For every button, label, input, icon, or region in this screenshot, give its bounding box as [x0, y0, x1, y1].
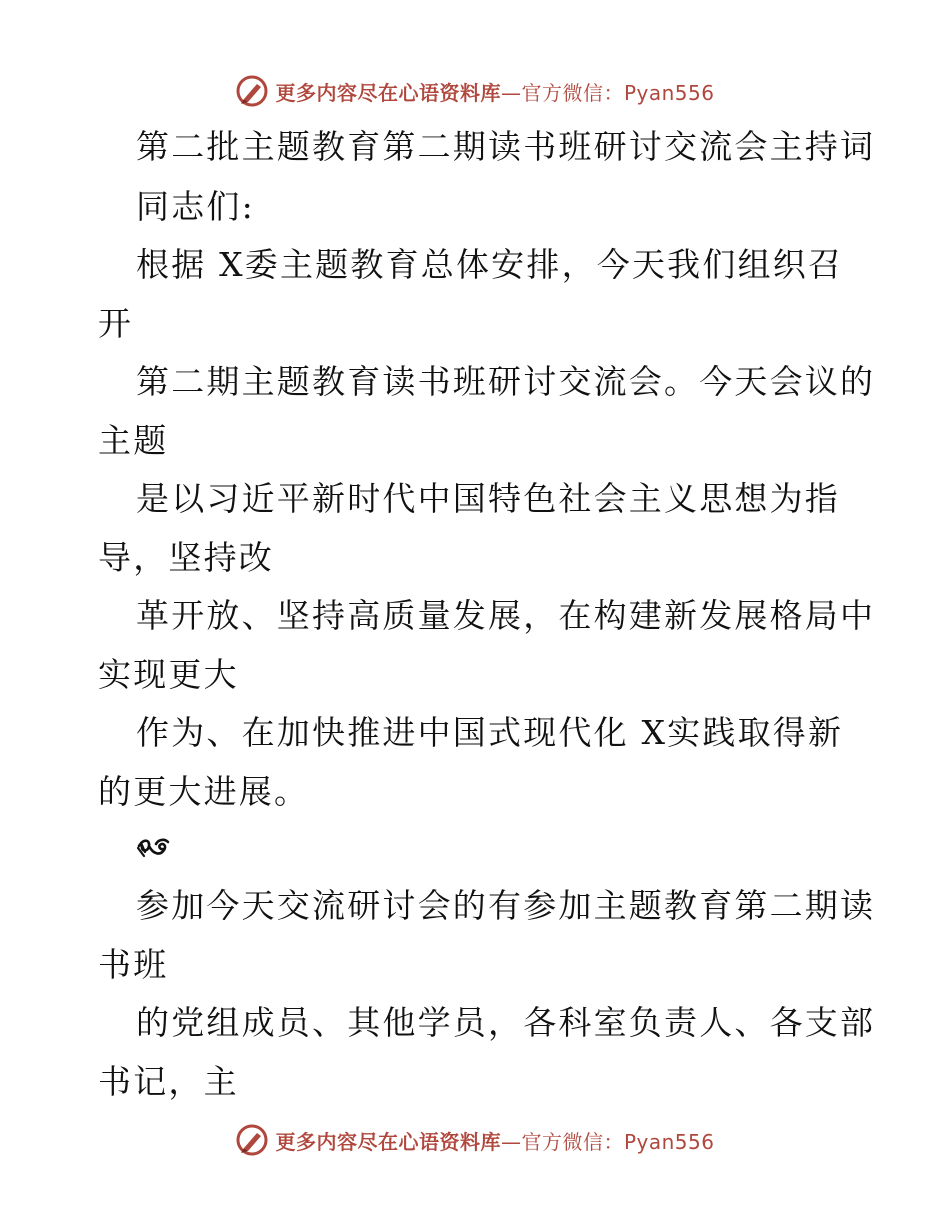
- paragraph-line: 书记，主: [98, 1062, 239, 1101]
- document-title: 第二批主题教育第二期读书班研讨交流会主持词: [136, 127, 876, 166]
- salutation: 同志们:: [136, 187, 255, 226]
- paragraph-line: 实现更大: [98, 655, 239, 694]
- watermark-text: 更多内容尽在心语资料库—官方微信：Pyan556: [275, 1129, 715, 1154]
- pen-logo-icon: [235, 1123, 269, 1157]
- paragraph-line: 革开放、坚持高质量发展，在构建新发展格局中: [136, 596, 876, 635]
- ornament-flourish-icon: [136, 834, 172, 864]
- paragraph-line: 是以习近平新时代中国特色社会主义思想为指: [136, 479, 840, 518]
- paragraph-line: 书班: [98, 945, 169, 984]
- paragraph-line: 第二期主题教育读书班研讨交流会。今天会议的: [136, 362, 876, 401]
- watermark-text: 更多内容尽在心语资料库—官方微信：Pyan556: [275, 80, 715, 105]
- paragraph-line: 开: [98, 304, 134, 343]
- footer-watermark: [0, 1120, 950, 1160]
- header-watermark: [0, 71, 950, 111]
- paragraph-line: 的更大进展。: [98, 772, 310, 811]
- paragraph-line: 根据 X委主题教育总体安排，今天我们组织召: [136, 245, 844, 284]
- paragraph-line: 的党组成员、其他学员，各科室负责人、各支部: [136, 1003, 876, 1042]
- paragraph-line: 主题: [98, 421, 169, 460]
- paragraph-line: 导，坚持改: [98, 538, 274, 577]
- pen-logo-icon: [235, 74, 269, 108]
- paragraph-line: 参加今天交流研讨会的有参加主题教育第二期读: [136, 886, 876, 925]
- paragraph-line: 作为、在加快推进中国式现代化 X实践取得新: [136, 713, 844, 752]
